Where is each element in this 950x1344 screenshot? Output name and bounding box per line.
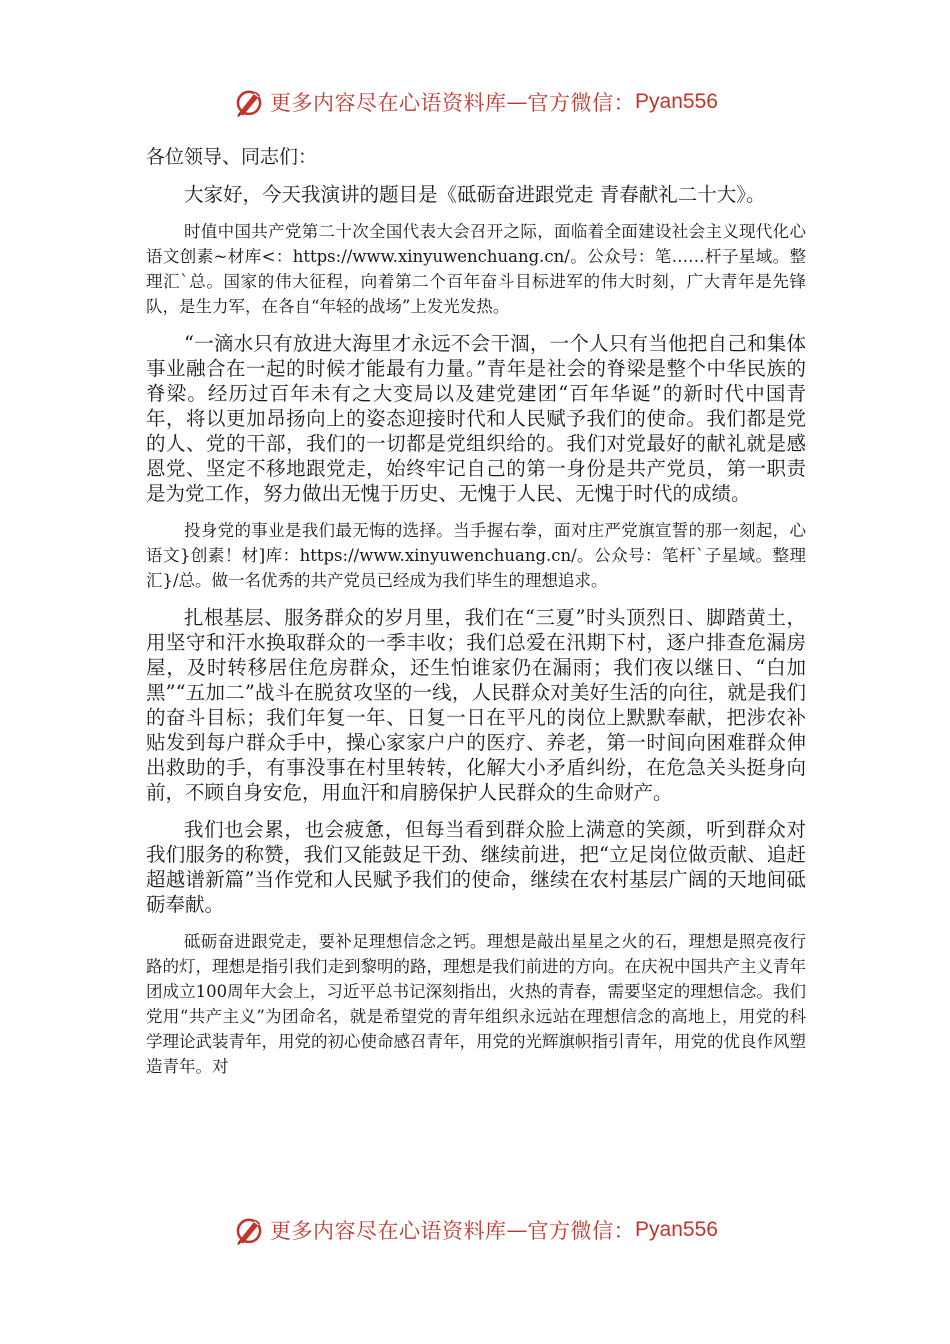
banner-contact-id: Pyan556 xyxy=(635,1218,718,1241)
greeting: 各位领导、同志们： xyxy=(146,146,318,168)
banner-separator: — xyxy=(506,90,528,114)
paragraph-6: 我们也会累，也会疲惫，但每当看到群众脸上满意的笑颜，听到群众对我们服务的称赞，我们又能鼓足干劲、继续前进，把“立足岗位做贡献、追赶超越谱新篇”当作党和人民赋予我们的使命，继续在农村基层广阔的天地间砥砺奉献。 xyxy=(146,818,806,916)
banner-separator: — xyxy=(506,1218,528,1242)
paragraph-2: 时值中国共产党第二十次全国代表大会召开之际，面临着全面建设社会主义现代化心语文创素~材库<：https://www.xinyuwenchuang.cn/。公众号：笔……杆子星域。整理汇`总。国家的伟大征程，向着第二个百年奋斗目标进军的伟大时刻，广大青年是先锋队，是生力军，在各自“年轻的战场”上发光发热。 xyxy=(146,222,806,316)
paragraph-3: “一滴水只有放进大海里才永远不会干涸，一个人只有当他把自己和集体事业融合在一起的时候才能最有力量。”青年是社会的脊梁是整个中华民族的脊梁。经历过百年未有之大变局以及建党建团“百年华诞”的新时代中国青年，将以更加昂扬向上的姿态迎接时代和人民赋予我们的使命。我们都是党的人、党的干部，我们的一切都是党组织给的。我们对党最好的献礼就是感恩党、坚定不移地跟党走，始终牢记自己的第一身份是共产党员，第一职责是为党工作，努力做出无愧于历史、无愧于人民、无愧于时代的成绩。 xyxy=(146,332,806,505)
banner-text: 更多内容尽在心语资料库 xyxy=(270,91,507,115)
paragraph-7: 砥砺奋进跟党走，要补足理想信念之钙。理想是敲出星星之火的石，理想是照亮夜行路的灯，理想是指引我们走到黎明的路，理想是我们前进的方向。在庆祝中国共产主义青年团成立100周年大会上，习近平总书记深刻指出，火热的青春，需要坚定的理想信念。我们党用“共产主义”为团命名，就是希望党的青年组织永远站在理想信念的高地上，用党的科学理论武装青年，用党的初心使命感召青年，用党的光辉旗帜指引青年，用党的优良作风塑造青年。对 xyxy=(146,932,806,1076)
banner-contact-label: 官方微信： xyxy=(527,1219,636,1243)
banner-contact-label: 官方微信： xyxy=(527,91,636,115)
paragraph-5: 扎根基层、服务群众的岁月里，我们在“三夏”时头顶烈日、脚踏黄土，用坚守和汗水换取群众的一季丰收；我们总爱在汛期下村，逐户排查危漏房屋，及时转移居住危房群众，还生怕谁家仍在漏雨；我们夜以继日、“白加黑”“五加二”战斗在脱贫攻坚的一线，人民群众对美好生活的向往，就是我们的奋斗目标；我们年复一年、日复一日在平凡的岗位上默默奉献，把涉农补贴发到每户群众手中，操心家家户户的医疗、养老，第一时间向困难群众伸出救助的手，有事没事在村里转转，化解大小矛盾纠纷，在危急关头挺身向前，不顾自身安危，用血汗和肩膀保护人民群众的生命财产。 xyxy=(146,606,806,804)
paragraph-4: 投身党的事业是我们最无悔的选择。当手握右拳，面对庄严党旗宣誓的那一刻起，心语文}创素！材]库：https://www.xinyuwenchuang.cn/。公众号：笔杆`子星域。整理汇}/总。做一名优秀的共产党员已经成为我们毕生的理想追求。 xyxy=(146,521,806,590)
document-body xyxy=(146,144,806,1091)
header-banner xyxy=(0,82,950,122)
paragraph-1: 大家好，今天我演讲的题目是《砥砺奋进跟党走 青春献礼二十大》。 xyxy=(184,183,766,206)
pen-logo-icon xyxy=(232,1213,266,1247)
banner-contact-id: Pyan556 xyxy=(635,90,718,113)
footer-banner xyxy=(0,1210,950,1250)
banner-text: 更多内容尽在心语资料库 xyxy=(270,1219,507,1243)
pen-logo-icon xyxy=(232,85,266,119)
